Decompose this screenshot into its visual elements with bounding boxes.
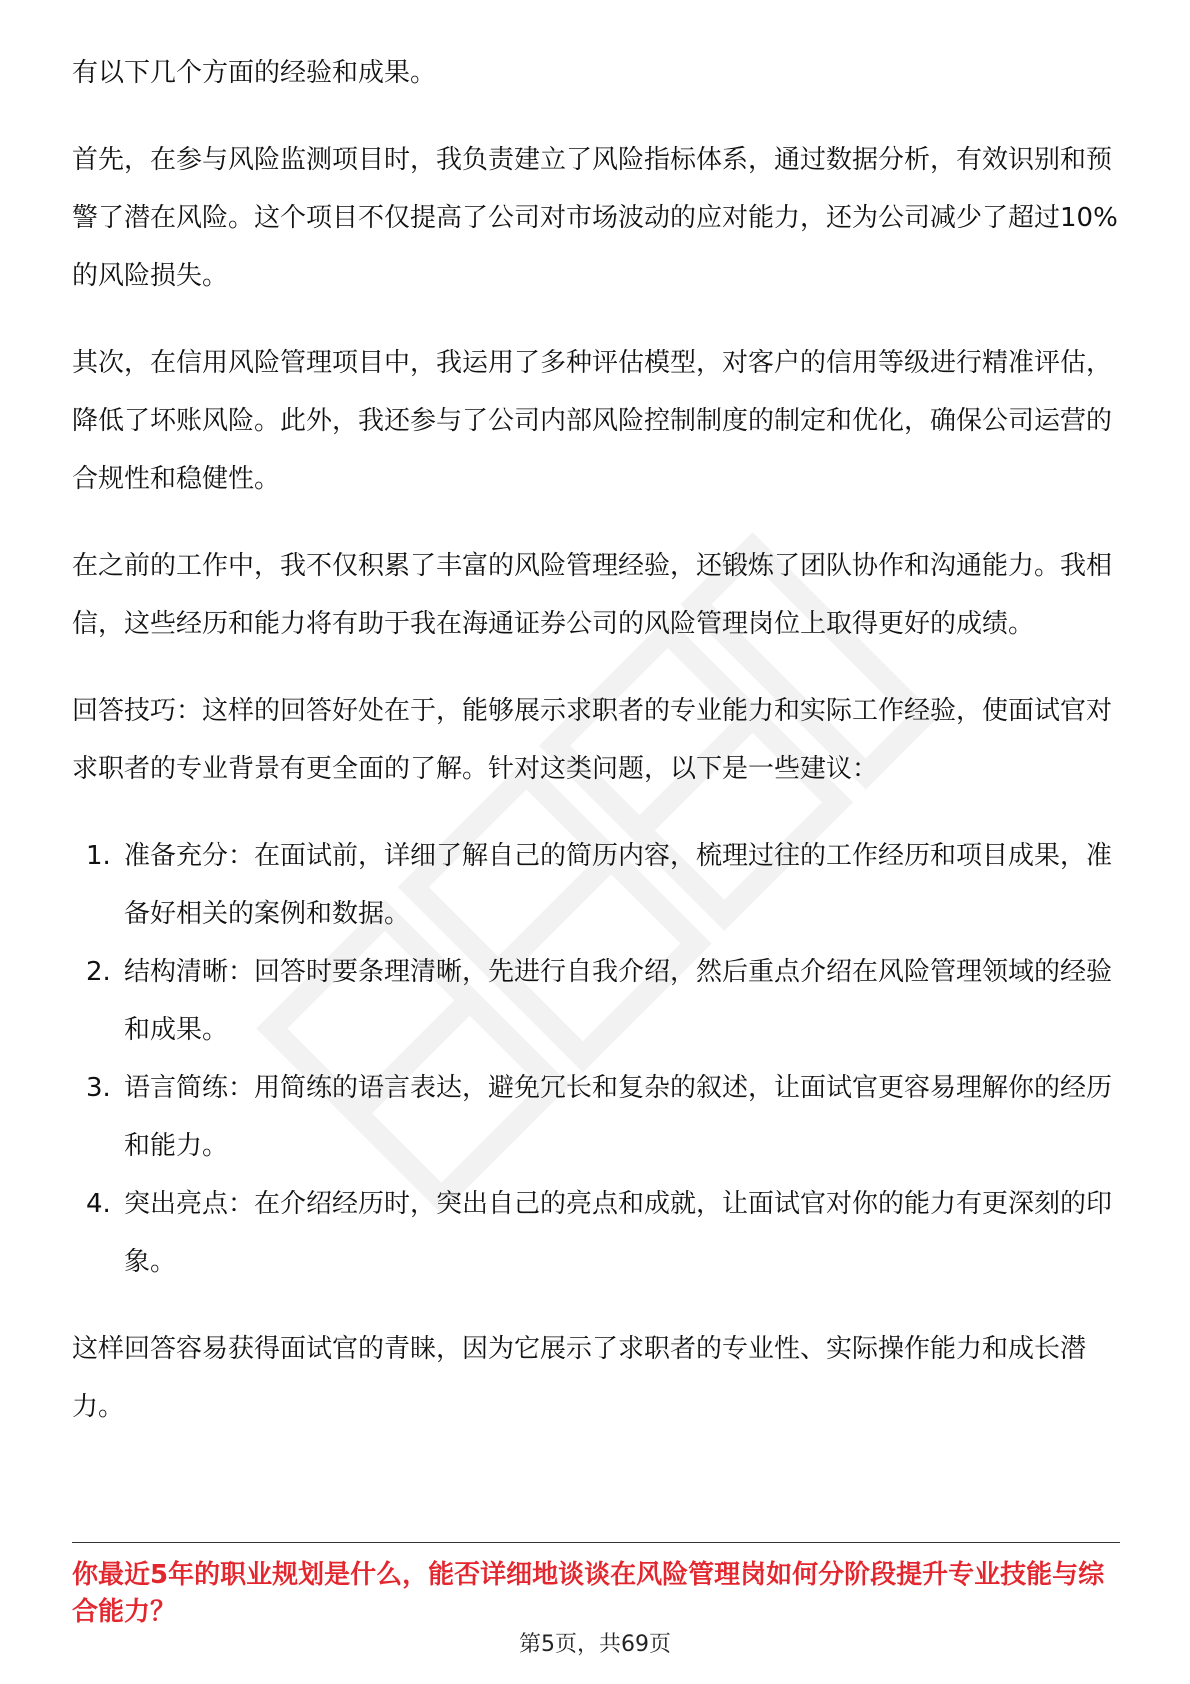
paragraph-answer-tips: 回答技巧：这样的回答好处在于，能够展示求职者的专业能力和实际工作经验，使面试官对求职者的专业背景有更全面的了解。针对这类问题，以下是一些建议：	[72, 696, 1113, 784]
list-item	[72, 1059, 1120, 1175]
list-item-number: 1.	[86, 841, 111, 871]
paragraph-risk-monitoring: 首先，在参与风险监测项目时，我负责建立了风险指标体系，通过数据分析，有效识别和预警了潜在风险。这个项目不仅提高了公司对市场波动的应对能力，还为公司减少了超过10%的风险损失。	[72, 145, 1118, 291]
list-item-number: 3.	[86, 1073, 111, 1103]
main-content	[72, 44, 1120, 1465]
list-item	[72, 827, 1120, 943]
list-item-text: 语言简练：用简练的语言表达，避免冗长和复杂的叙述，让面试官更容易理解你的经历和能力。	[124, 1073, 1113, 1161]
list-item	[72, 1175, 1120, 1291]
list-item-text: 准备充分：在面试前，详细了解自己的简历内容，梳理过往的工作经历和项目成果，准备好相关的案例和数据。	[124, 841, 1113, 929]
paragraph-closing: 这样回答容易获得面试官的青睐，因为它展示了求职者的专业性、实际操作能力和成长潜力。	[72, 1334, 1087, 1422]
section-divider	[72, 1542, 1120, 1543]
page-number: 第5页，共69页	[519, 1632, 671, 1657]
list-item-text: 结构清晰：回答时要条理清晰，先进行自我介绍，然后重点介绍在风险管理领域的经验和成果。	[124, 957, 1113, 1045]
paragraph-experience-summary: 在之前的工作中，我不仅积累了丰富的风险管理经验，还锻炼了团队协作和沟通能力。我相信，这些经历和能力将有助于我在海通证券公司的风险管理岗位上取得更好的成绩。	[72, 551, 1113, 639]
next-question-heading: 你最近5年的职业规划是什么，能否详细地谈谈在风险管理岗如何分阶段提升专业技能与综合能力？	[72, 1560, 1105, 1627]
tips-list	[72, 827, 1120, 1291]
list-item	[72, 943, 1120, 1059]
list-item-number: 2.	[86, 957, 111, 987]
list-item-text: 突出亮点：在介绍经历时，突出自己的亮点和成就，让面试官对你的能力有更深刻的印象。	[124, 1189, 1113, 1277]
paragraph-credit-risk: 其次，在信用风险管理项目中，我运用了多种评估模型，对客户的信用等级进行精准评估，降低了坏账风险。此外，我还参与了公司内部风险控制制度的制定和优化，确保公司运营的合规性和稳健性。	[72, 348, 1113, 494]
list-item-number: 4.	[86, 1189, 111, 1219]
paragraph-intro: 有以下几个方面的经验和成果。	[72, 58, 437, 88]
